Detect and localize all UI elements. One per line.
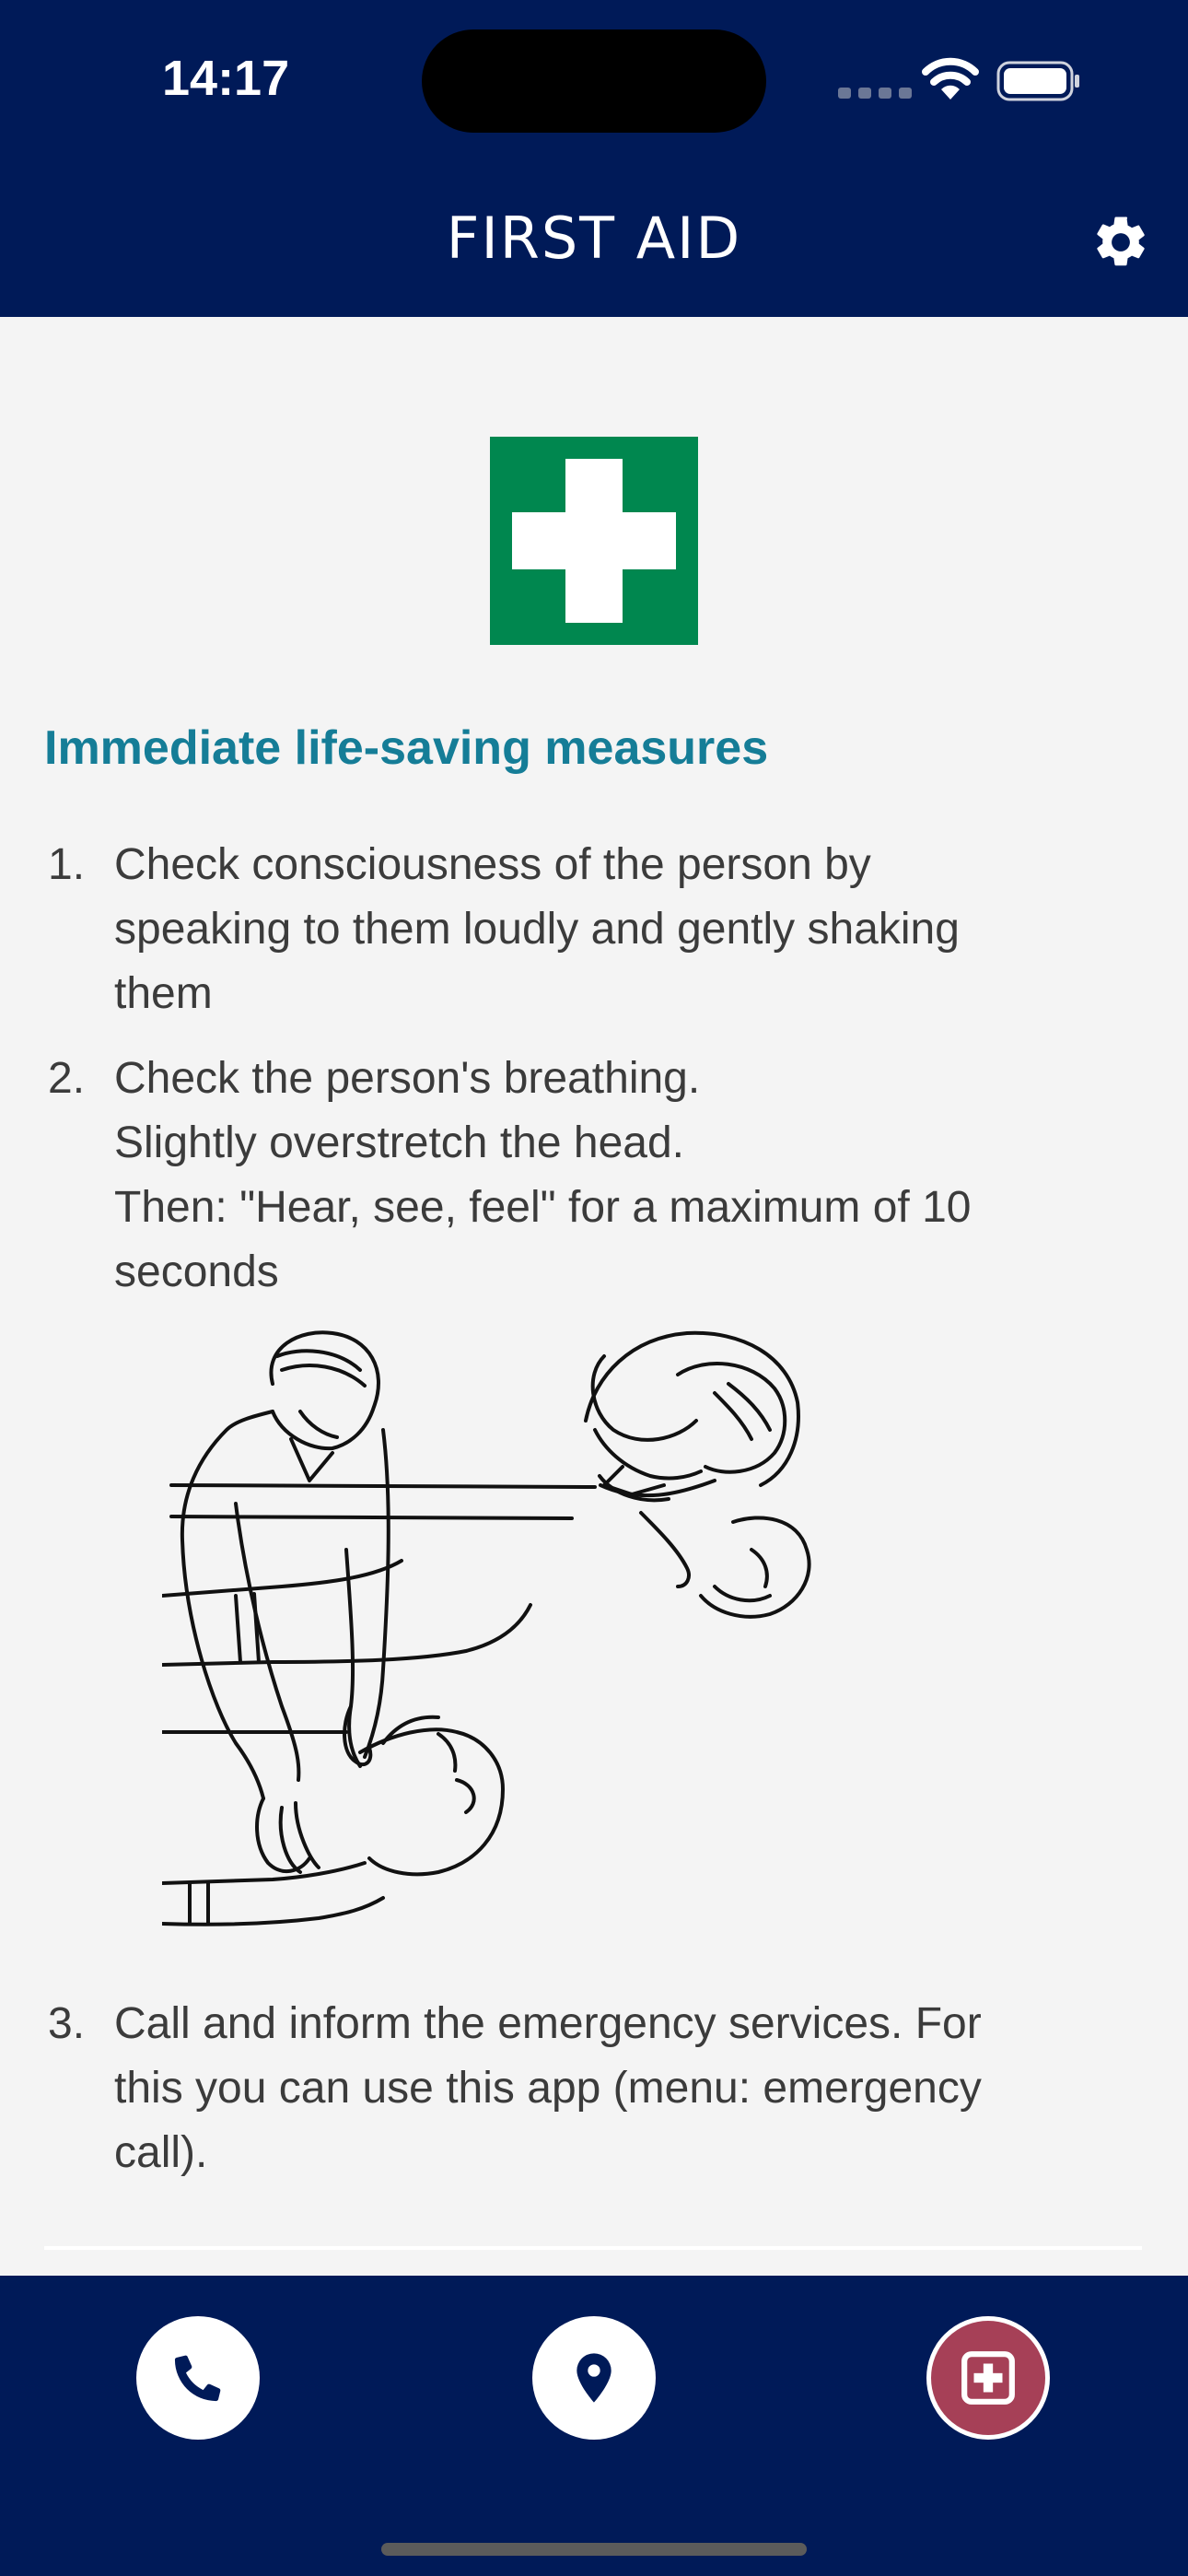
home-indicator[interactable] <box>381 2543 807 2556</box>
battery-icon <box>996 61 1081 101</box>
step-line: Call and inform the emergency services. For <box>114 1999 982 2048</box>
status-time: 14:17 <box>162 51 290 106</box>
first-aid-cross-icon <box>490 437 698 645</box>
phone-icon <box>169 2348 227 2407</box>
tab-location[interactable] <box>532 2316 656 2440</box>
gear-icon <box>1090 212 1151 273</box>
app-header <box>0 0 1188 317</box>
settings-button[interactable] <box>1090 212 1151 273</box>
status-icons <box>838 53 1087 105</box>
step-line: Check the person's breathing. <box>114 1054 701 1103</box>
dynamic-island <box>422 29 766 133</box>
step-line: Slightly overstretch the head. <box>114 1118 685 1167</box>
step-text <box>114 1992 1100 2185</box>
content-area <box>0 317 1188 2276</box>
step-text <box>114 833 1100 1026</box>
step-line: seconds <box>114 1247 279 1296</box>
step-text <box>114 1047 1100 1305</box>
tab-emergency-call[interactable] <box>136 2316 260 2440</box>
section-title: Immediate life-saving measures <box>44 721 769 775</box>
first-aid-icon <box>960 2349 1017 2406</box>
step-number: 2. <box>48 1054 86 1103</box>
page-title: FIRST AID <box>446 205 742 272</box>
step-line: Then: "Hear, see, feel" for a maximum of 10 <box>114 1183 972 1232</box>
step-line: Check consciousness of the person by <box>114 840 871 889</box>
step-line: call). <box>114 2128 208 2177</box>
cellular-signal-icon <box>838 87 919 103</box>
step-line: them <box>114 969 213 1018</box>
step-line: speaking to them loudly and gently shaking <box>114 905 960 954</box>
divider <box>44 2246 1142 2250</box>
bottom-tab-bar <box>0 2276 1188 2576</box>
map-pin-icon <box>565 2348 623 2407</box>
tab-first-aid[interactable] <box>926 2316 1050 2440</box>
step-line: this you can use this app (menu: emergency <box>114 2064 982 2113</box>
step-number: 1. <box>48 840 86 889</box>
wifi-icon <box>921 55 980 103</box>
breathing-check-illustration <box>162 1319 1009 1933</box>
step-number: 3. <box>48 1999 86 2048</box>
